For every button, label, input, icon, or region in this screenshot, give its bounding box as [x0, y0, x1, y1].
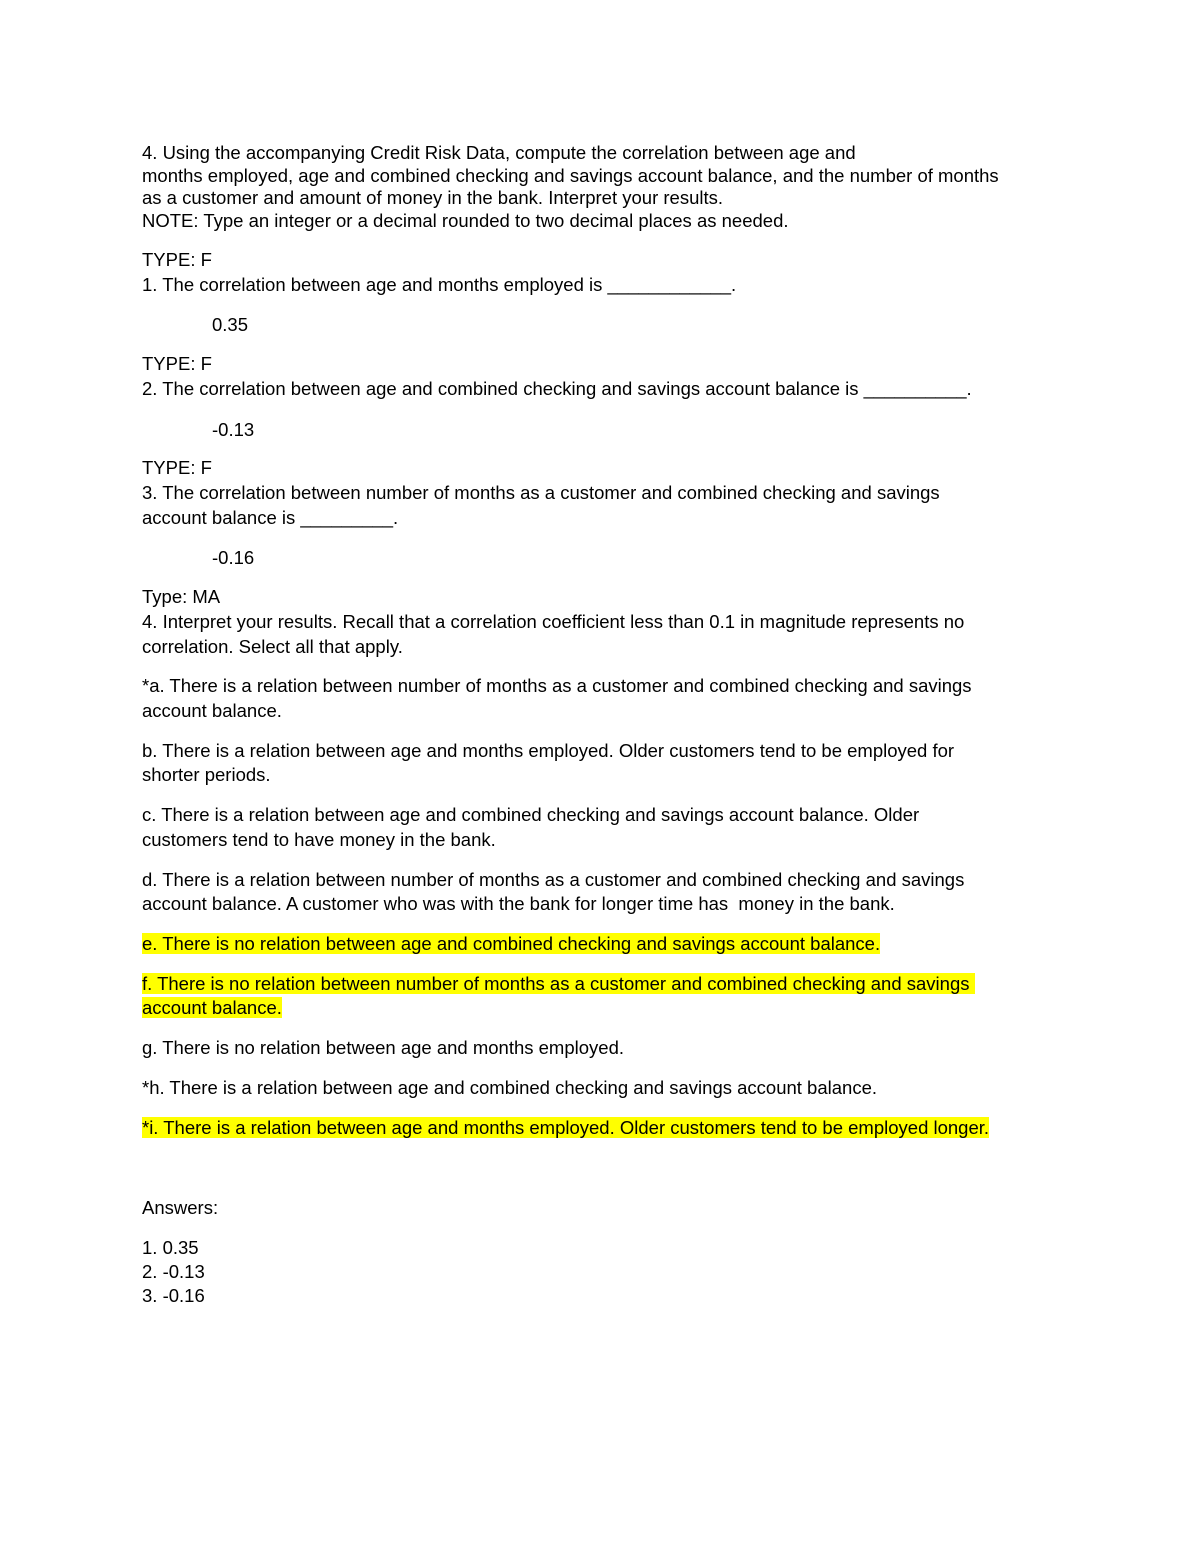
highlighted-text: *i. There is a relation between age and months employed. Older customers tend to be employed longer. — [142, 1117, 990, 1138]
question-note: NOTE: Type an integer or a decimal rounded to two decimal places as needed. — [142, 210, 789, 231]
part-type-label: TYPE: F — [142, 353, 212, 374]
answers-item: 1. 0.35 — [142, 1237, 199, 1258]
part-question-line: 2. The correlation between age and combined checking and savings account balance is __________. — [142, 378, 972, 399]
part-question-line: account balance is _________. — [142, 507, 399, 528]
option-d-line: d. There is a relation between number of months as a customer and combined checking and savings — [142, 869, 965, 890]
option-h-line: *h. There is a relation between age and combined checking and savings account balance. — [142, 1077, 878, 1098]
question-intro-line: 4. Using the accompanying Credit Risk Data, compute the correlation between age and — [142, 142, 856, 163]
question-intro-line: as a customer and amount of money in the bank. Interpret your results. — [142, 187, 723, 208]
interpret-question-line: 4. Interpret your results. Recall that a correlation coefficient less than 0.1 in magnitude represents no — [142, 611, 965, 632]
answers-heading: Answers: — [142, 1197, 219, 1218]
option-g-line: g. There is no relation between age and months employed. — [142, 1037, 624, 1058]
option-f-line — [142, 996, 282, 1020]
option-b-line: shorter periods. — [142, 764, 271, 785]
part-type-label: TYPE: F — [142, 457, 212, 478]
highlighted-text: account balance. — [142, 997, 282, 1018]
part-answer: -0.16 — [212, 547, 255, 568]
option-b-line: b. There is a relation between age and months employed. Older customers tend to be employed for — [142, 740, 955, 761]
option-f-line — [142, 972, 975, 996]
option-c-line: customers tend to have money in the bank. — [142, 829, 496, 850]
part-answer: -0.13 — [212, 419, 255, 440]
option-d-line: account balance. A customer who was with the bank for longer time has money in the bank. — [142, 893, 895, 914]
option-a-line: *a. There is a relation between number of months as a customer and combined checking and savings — [142, 675, 972, 696]
option-e-line — [142, 932, 880, 956]
option-i-line — [142, 1116, 989, 1140]
answers-item: 2. -0.13 — [142, 1261, 205, 1282]
interpret-question-line: correlation. Select all that apply. — [142, 636, 403, 657]
part-answer: 0.35 — [212, 314, 249, 335]
option-a-line: account balance. — [142, 700, 282, 721]
part-question-line: 1. The correlation between age and months employed is ____________. — [142, 274, 737, 295]
question-intro-line: months employed, age and combined checking and savings account balance, and the number of months — [142, 165, 999, 186]
interpret-type-label: Type: MA — [142, 586, 221, 607]
answers-item: 3. -0.16 — [142, 1285, 205, 1306]
option-c-line: c. There is a relation between age and combined checking and savings account balance. Older — [142, 804, 920, 825]
highlighted-text: e. There is no relation between age and combined checking and savings account balance. — [142, 933, 881, 954]
part-type-label: TYPE: F — [142, 249, 212, 270]
part-question-line: 3. The correlation between number of months as a customer and combined checking and savings — [142, 482, 940, 503]
highlighted-text: f. There is no relation between number of months as a customer and combined checking and savings — [142, 973, 975, 994]
